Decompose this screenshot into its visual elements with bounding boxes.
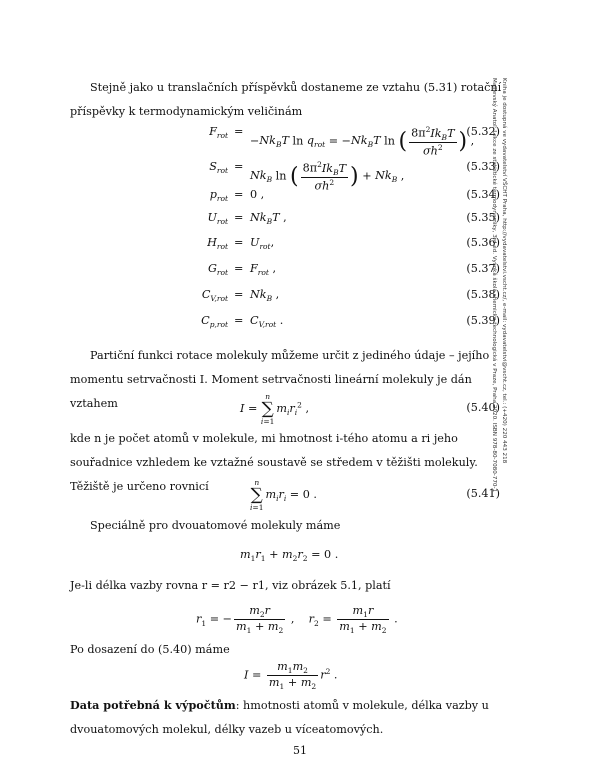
eq-number: (5.38) <box>466 288 500 301</box>
paragraph-diatomic: Speciálně pro dvouatomové molekuly máme <box>90 519 341 532</box>
eq-number: (5.36) <box>466 236 500 249</box>
paragraph-substitution: Po dosazení do (5.40) máme <box>70 643 230 656</box>
equation-5-33: $S_{rot}$ = $Nk_B$ ln ( $\frac{8\pi^2Ik_BT}{\sigma h^2}$ ) + $Nk_B$ , (5.33) <box>209 160 500 193</box>
eq-number: (5.35) <box>466 211 500 224</box>
equation-5-40: I = n ∑ i=1 $m_ir_i^2$ , (5.40) <box>240 392 500 426</box>
equation-5-35: $U_{rot}$ = $Nk_BT$ , (5.35) <box>207 211 500 227</box>
side-citation-line2: Kniha je dostupná ve vydavatelství VŠCHT Praha, http://vydavatelstvi.vscht.cz/, e-mail: vydavatelstvi@vscht.cz, tel.: (+420) 220 443 218 <box>501 78 507 464</box>
equation-inertia-diatomic: I = $\frac{m_1m_2}{m_1 + m_2}$ $r^2$ . <box>244 660 338 692</box>
equation-r1-r2: $r_1$ = − $\frac{m_2r}{m_1 + m_2}$ , $r_2$ = $\frac{m_1r}{m_1 + m_2}$ . <box>196 604 398 636</box>
data-needed-text: : hmotnosti atomů v molekule, délka vazby u dvouatomových molekul, délky vazeb u víceatomových. <box>70 699 489 736</box>
eq-number: (5.34) <box>466 188 500 201</box>
paragraph-moment-of-inertia: Partiční funkci rotace molekuly můžeme určit z jediného údaje – jejího momentu setrvačnosti I. Moment setrvačnosti lineární molekuly je dán vztahem <box>70 349 490 410</box>
equation-5-37: $G_{rot}$ = $F_{rot}$ , (5.37) <box>207 262 500 278</box>
equation-5-32: $F_{rot}$ = $-Nk_BT$ $\ln q_{rot} = -Nk_BT$ ln ( $\frac{8\pi^2Ik_BT}{\sigma h^2}$ ) , (5.32) <box>209 125 500 158</box>
intro-paragraph: Stejně jako u translačních příspěvků dostaneme ze vztahu (5.31) rotační příspěvky k termodynamickým veličinám <box>70 81 502 118</box>
equation-5-36: $H_{rot}$ = $U_{rot}$, (5.36) <box>207 236 500 252</box>
equation-5-38: $C_{V,rot}$ = $Nk_B$ , (5.38) <box>201 288 500 304</box>
equation-5-41: n ∑ i=1 $m_ir_i = 0$ . (5.41) <box>250 478 500 512</box>
eq-number: (5.32) <box>466 125 500 138</box>
paragraph-data-needed <box>70 693 505 742</box>
equation-diatomic: $m_1r_1 + m_2r_2 = 0$ . <box>240 548 339 564</box>
eq-number: (5.40) <box>466 401 500 414</box>
equation-5-39: $C_{p,rot}$ = $C_{V,rot}$ . (5.39) <box>201 314 500 330</box>
data-needed-heading: Data potřebná k výpočtům <box>70 698 236 712</box>
paragraph-bond-length: Je-li délka vazby rovna r = r2 − r1, viz obrázek 5.1, platí <box>70 579 391 592</box>
side-citation-line1: Malijevský Anatol: Lekce ze statistické termodynamiky, 3rd ed. Vysoká škola chemicko-technologická v Praze, Praha 2020. ISBN 978-80-7080-770-1 <box>491 78 497 493</box>
eq-number: (5.39) <box>466 314 500 327</box>
equation-5-34: $p_{rot}$ = 0 , (5.34) <box>209 188 500 204</box>
eq-number: (5.37) <box>466 262 500 275</box>
eq-number: (5.41) <box>466 487 500 500</box>
paragraph-definitions: kde n je počet atomů v molekule, mi hmotnost i-tého atomu a ri jeho souřadnice vzhledem ke vztažné soustavě se středem v těžišti molekuly. Těžiště je určeno rovnicí <box>70 432 478 493</box>
eq-number: (5.33) <box>466 160 500 173</box>
page-number: 51 <box>293 744 307 757</box>
